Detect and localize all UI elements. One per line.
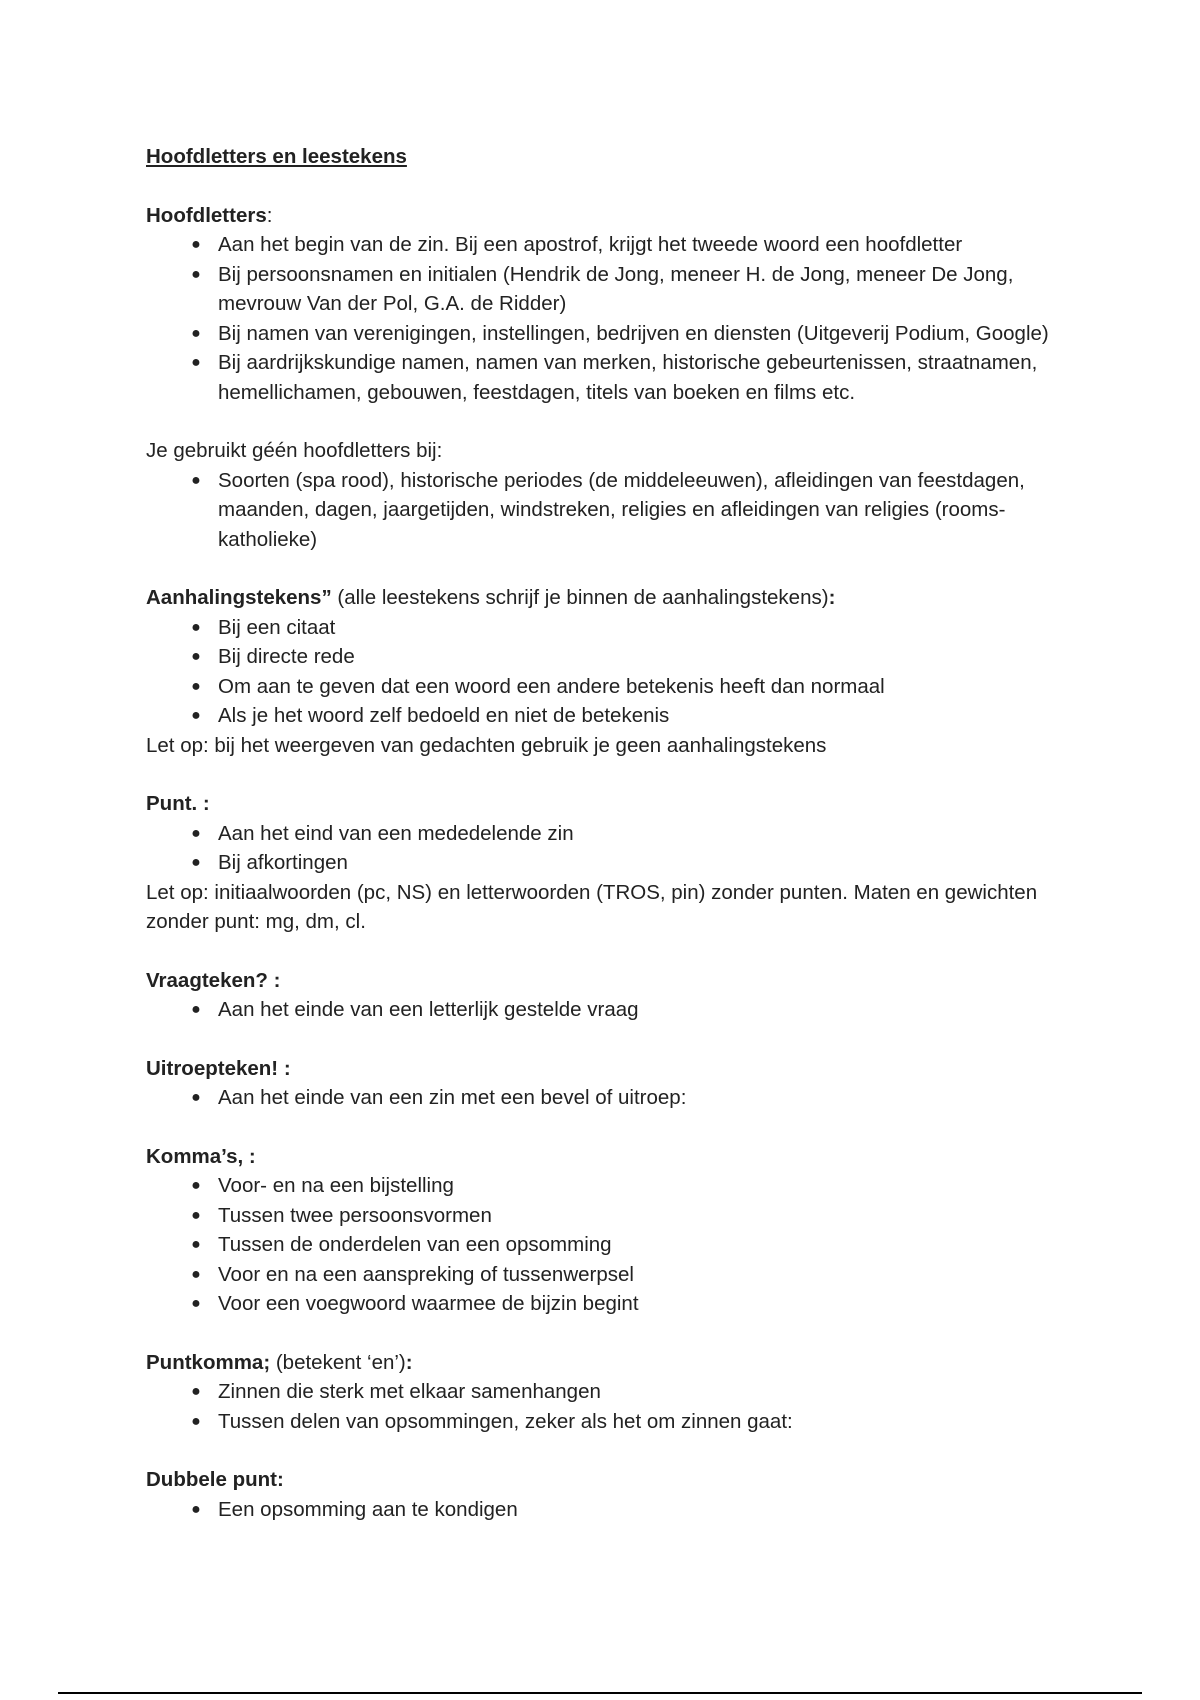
heading-bold-text: Dubbele punt: <box>146 1468 284 1491</box>
list-item <box>146 1260 1066 1290</box>
heading-bold-text: Aanhalingstekens” <box>146 586 332 609</box>
section-punt <box>146 789 1066 937</box>
section-heading <box>146 1465 1066 1495</box>
list-item <box>146 672 1066 702</box>
list-item-text: Als je het woord zelf bedoeld en niet de betekenis <box>218 704 670 727</box>
section-heading <box>146 201 1066 231</box>
list-item-text: Bij persoonsnamen en initialen (Hendrik de Jong, meneer H. de Jong, meneer De Jong, mevrouw Van der Pol, G.A. de Ridder) <box>218 262 1014 315</box>
heading-bold-text: Uitroepteken! : <box>146 1056 291 1080</box>
list-item <box>146 613 1066 643</box>
section-vraagteken <box>146 966 1066 1025</box>
heading-bold-text: Vraagteken? : <box>146 968 281 992</box>
list-item <box>146 1495 1066 1525</box>
bullet-list <box>146 995 1066 1025</box>
list-item-text: Voor een voegwoord waarmee de bijzin begint <box>218 1292 639 1315</box>
bullet-list <box>146 1377 1066 1436</box>
list-item <box>146 701 1066 731</box>
section-dubbele-punt <box>146 1465 1066 1524</box>
document-page <box>146 142 1066 1553</box>
heading-bold-text: Komma’s, : <box>146 1144 256 1168</box>
list-item <box>146 642 1066 672</box>
list-item-text: Tussen de onderdelen van een opsomming <box>218 1233 612 1256</box>
list-item-text: Tussen twee persoonsvormen <box>218 1203 492 1227</box>
section-uitroepteken <box>146 1054 1066 1113</box>
bullet-list <box>146 613 1066 731</box>
bullet-icon: ● <box>191 707 201 724</box>
bullet-icon: ● <box>191 1383 201 1400</box>
bullet-icon: ● <box>191 677 201 695</box>
bullet-icon: ● <box>191 1412 201 1430</box>
list-item-text: Voor en na een aanspreking of tussenwerpsel <box>218 1262 634 1286</box>
bullet-list <box>146 230 1066 407</box>
heading-bold-text: Punt. : <box>146 792 210 815</box>
bullet-icon: ● <box>191 824 201 842</box>
page-bottom-divider <box>58 1692 1142 1694</box>
list-item-text: Voor- en na een bijstelling <box>218 1174 454 1197</box>
list-item-text: Om aan te geven dat een woord een andere betekenis heeft dan normaal <box>218 674 885 698</box>
list-item-text: Aan het begin van de zin. Bij een apostrof, krijgt het tweede woord een hoofdletter <box>218 233 963 256</box>
heading-suffix: : <box>828 586 836 609</box>
note-text: Let op: initiaalwoorden (pc, NS) en letterwoorden (TROS, pin) zonder punten. Maten en gewichten zonder punt: mg, dm, cl. <box>146 880 1038 933</box>
list-item <box>146 319 1066 349</box>
list-item <box>146 1171 1066 1201</box>
section-puntkomma <box>146 1348 1066 1437</box>
section-heading <box>146 1142 1066 1172</box>
bullet-list <box>146 819 1066 878</box>
list-item-text: Een opsomming aan te kondigen <box>218 1497 518 1521</box>
bullet-list <box>146 1083 1066 1113</box>
section-heading <box>146 436 1066 466</box>
list-item-text: Bij afkortingen <box>218 851 348 874</box>
list-item <box>146 230 1066 260</box>
list-item <box>146 848 1066 878</box>
section-geen-hoofdletters <box>146 436 1066 554</box>
list-item <box>146 348 1066 407</box>
section-kommas <box>146 1142 1066 1319</box>
section-hoofdletters <box>146 201 1066 408</box>
bullet-icon: ● <box>191 1089 201 1106</box>
section-heading <box>146 789 1066 819</box>
list-item <box>146 1201 1066 1231</box>
document-title: Hoofdletters en leestekens <box>146 145 407 168</box>
list-item-text: Zinnen die sterk met elkaar samenhangen <box>218 1380 601 1403</box>
bullet-list <box>146 1495 1066 1525</box>
heading-plain-text: (alle leestekens schrijf je binnen de aanhalingstekens) <box>331 586 829 609</box>
bullet-icon: ● <box>191 236 201 253</box>
list-item-text: Aan het einde van een letterlijk gestelde vraag <box>218 998 639 1021</box>
bullet-icon: ● <box>191 648 201 665</box>
list-item <box>146 1230 1066 1260</box>
list-item <box>146 1407 1066 1437</box>
bullet-icon: ● <box>191 1177 201 1194</box>
list-item-text: Aan het eind van een mededelende zin <box>218 821 574 845</box>
list-item <box>146 466 1066 555</box>
heading-bold-text: Puntkomma; <box>146 1350 271 1374</box>
list-item-text: Bij aardrijkskundige namen, namen van merken, historische gebeurtenissen, straatnamen, hemellichamen, gebouwen, feestdagen, titels van boeken en films etc. <box>218 351 1038 404</box>
list-item-text: Tussen delen van opsommingen, zeker als het om zinnen gaat: <box>218 1409 793 1433</box>
section-aanhalingstekens <box>146 583 1066 760</box>
heading-suffix: : <box>266 203 273 227</box>
list-item-text: Bij namen van verenigingen, instellingen, bedrijven en diensten (Uitgeverij Podium, Google) <box>218 321 1049 345</box>
bullet-icon: ● <box>191 1295 201 1312</box>
heading-plain-text: Je gebruikt géén hoofdletters bij: <box>146 439 443 462</box>
section-heading <box>146 1054 1066 1084</box>
heading-bold-text: Hoofdletters <box>146 203 267 227</box>
list-item <box>146 260 1066 319</box>
list-item-text: Soorten (spa rood), historische periodes (de middeleeuwen), afleidingen van feestdagen, maanden, dagen, jaargetijden, windstreken, religies en afleidingen van religies (rooms-katholieke) <box>218 468 1025 551</box>
heading-plain-text: (betekent ‘en’) <box>270 1350 406 1374</box>
bullet-icon: ● <box>191 1500 201 1518</box>
bullet-icon: ● <box>191 1265 201 1283</box>
bullet-icon: ● <box>191 1001 201 1018</box>
bullet-list <box>146 1171 1066 1319</box>
bullet-icon: ● <box>191 1206 201 1224</box>
bullet-icon: ● <box>191 354 201 371</box>
note-text: Let op: bij het weergeven van gedachten gebruik je geen aanhalingstekens <box>146 733 827 757</box>
list-item <box>146 995 1066 1025</box>
list-item-text: Aan het einde van een zin met een bevel of uitroep: <box>218 1086 687 1109</box>
bullet-icon: ● <box>191 471 201 489</box>
list-item <box>146 1289 1066 1319</box>
section-heading <box>146 1348 1066 1378</box>
bullet-list <box>146 466 1066 555</box>
bullet-icon: ● <box>191 265 201 283</box>
section-heading <box>146 966 1066 996</box>
bullet-icon: ● <box>191 854 201 871</box>
list-item <box>146 819 1066 849</box>
bullet-icon: ● <box>191 1236 201 1253</box>
bullet-icon: ● <box>191 324 201 342</box>
list-item <box>146 1083 1066 1113</box>
list-item-text: Bij directe rede <box>218 645 355 668</box>
list-item-text: Bij een citaat <box>218 615 336 639</box>
heading-suffix: : <box>405 1350 413 1374</box>
list-item <box>146 1377 1066 1407</box>
section-heading <box>146 583 1066 613</box>
bullet-icon: ● <box>191 618 201 636</box>
